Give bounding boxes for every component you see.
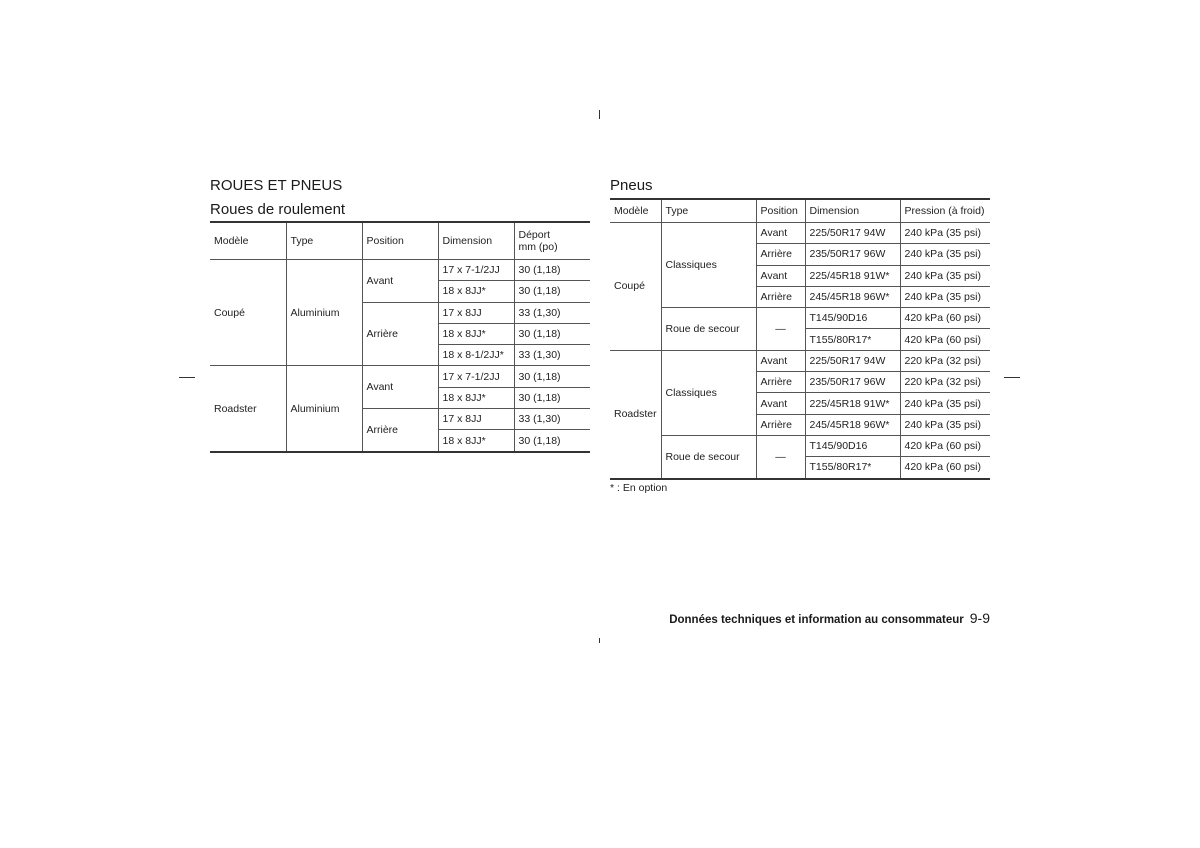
dimension-cell: T145/90D16 bbox=[805, 308, 900, 329]
offset-cell: 30 (1,18) bbox=[514, 281, 590, 302]
model-cell: Coupé bbox=[210, 260, 286, 366]
table-row bbox=[210, 366, 590, 387]
page-footer bbox=[669, 610, 990, 626]
header-model: Modèle bbox=[610, 199, 661, 223]
pressure-cell: 220 kPa (32 psi) bbox=[900, 350, 990, 371]
header-offset bbox=[514, 222, 590, 260]
position-cell: Avant bbox=[756, 393, 805, 414]
dimension-cell: T155/80R17* bbox=[805, 329, 900, 350]
pressure-cell: 240 kPa (35 psi) bbox=[900, 265, 990, 286]
position-cell: Avant bbox=[756, 350, 805, 371]
tires-subtitle: Pneus bbox=[610, 177, 653, 194]
header-position: Position bbox=[756, 199, 805, 223]
dimension-cell: 17 x 8JJ bbox=[438, 302, 514, 323]
type-cell: Roue de secour bbox=[661, 435, 756, 478]
pressure-cell: 420 kPa (60 psi) bbox=[900, 329, 990, 350]
crop-mark-bottom bbox=[599, 638, 600, 643]
dimension-cell: 17 x 7-1/2JJ bbox=[438, 260, 514, 281]
pressure-cell: 420 kPa (60 psi) bbox=[900, 308, 990, 329]
table-header-row bbox=[610, 199, 990, 223]
dimension-cell: T155/80R17* bbox=[805, 457, 900, 479]
position-cell: — bbox=[756, 308, 805, 351]
footnote: * : En option bbox=[610, 482, 668, 494]
position-cell: Arrière bbox=[362, 302, 438, 366]
crop-mark-left bbox=[179, 377, 195, 378]
offset-cell: 30 (1,18) bbox=[514, 366, 590, 387]
footer-title: Données techniques et information au consommateur bbox=[669, 614, 964, 626]
header-position: Position bbox=[362, 222, 438, 260]
offset-cell: 33 (1,30) bbox=[514, 345, 590, 366]
dimension-cell: 17 x 7-1/2JJ bbox=[438, 366, 514, 387]
offset-cell: 30 (1,18) bbox=[514, 430, 590, 452]
type-cell: Roue de secour bbox=[661, 308, 756, 351]
table-row bbox=[610, 435, 990, 456]
dimension-cell: 225/45R18 91W* bbox=[805, 393, 900, 414]
dimension-cell: 225/50R17 94W bbox=[805, 223, 900, 244]
tires-table bbox=[610, 198, 990, 480]
pressure-cell: 240 kPa (35 psi) bbox=[900, 414, 990, 435]
header-dimension: Dimension bbox=[438, 222, 514, 260]
table-header-row bbox=[210, 222, 590, 260]
table-row bbox=[610, 308, 990, 329]
header-offset-line2: mm (po) bbox=[518, 241, 558, 253]
type-cell: Aluminium bbox=[286, 366, 362, 452]
offset-cell: 33 (1,30) bbox=[514, 409, 590, 430]
position-cell: Arrière bbox=[756, 372, 805, 393]
position-cell: Avant bbox=[756, 265, 805, 286]
header-dimension: Dimension bbox=[805, 199, 900, 223]
position-cell: Arrière bbox=[756, 414, 805, 435]
table-row bbox=[210, 260, 590, 281]
dimension-cell: 225/45R18 91W* bbox=[805, 265, 900, 286]
wheels-subtitle: Roues de roulement bbox=[210, 201, 346, 218]
offset-cell: 30 (1,18) bbox=[514, 387, 590, 408]
pressure-cell: 240 kPa (35 psi) bbox=[900, 393, 990, 414]
position-cell: — bbox=[756, 435, 805, 478]
type-cell: Classiques bbox=[661, 350, 756, 435]
dimension-cell: 18 x 8JJ* bbox=[438, 323, 514, 344]
offset-cell: 33 (1,30) bbox=[514, 302, 590, 323]
dimension-cell: 18 x 8JJ* bbox=[438, 387, 514, 408]
header-type: Type bbox=[286, 222, 362, 260]
pressure-cell: 220 kPa (32 psi) bbox=[900, 372, 990, 393]
position-cell: Arrière bbox=[362, 409, 438, 452]
section-title: ROUES ET PNEUS bbox=[210, 177, 343, 194]
crop-mark-top bbox=[599, 110, 600, 119]
dimension-cell: 225/50R17 94W bbox=[805, 350, 900, 371]
offset-cell: 30 (1,18) bbox=[514, 260, 590, 281]
dimension-cell: 18 x 8JJ* bbox=[438, 281, 514, 302]
type-cell: Aluminium bbox=[286, 260, 362, 366]
pressure-cell: 240 kPa (35 psi) bbox=[900, 286, 990, 307]
position-cell: Avant bbox=[756, 223, 805, 244]
pressure-cell: 240 kPa (35 psi) bbox=[900, 223, 990, 244]
dimension-cell: 245/45R18 96W* bbox=[805, 286, 900, 307]
position-cell: Arrière bbox=[756, 244, 805, 265]
pressure-cell: 240 kPa (35 psi) bbox=[900, 244, 990, 265]
dimension-cell: 18 x 8JJ* bbox=[438, 430, 514, 452]
table-row bbox=[610, 223, 990, 244]
header-type: Type bbox=[661, 199, 756, 223]
dimension-cell: 18 x 8-1/2JJ* bbox=[438, 345, 514, 366]
position-cell: Avant bbox=[362, 260, 438, 303]
table-row bbox=[610, 350, 990, 371]
wheels-table bbox=[210, 221, 590, 453]
pressure-cell: 420 kPa (60 psi) bbox=[900, 435, 990, 456]
model-cell: Coupé bbox=[610, 223, 661, 351]
header-offset-line1: Déport bbox=[518, 229, 551, 241]
dimension-cell: 245/45R18 96W* bbox=[805, 414, 900, 435]
crop-mark-right bbox=[1004, 377, 1020, 378]
position-cell: Arrière bbox=[756, 286, 805, 307]
type-cell: Classiques bbox=[661, 223, 756, 308]
position-cell: Avant bbox=[362, 366, 438, 409]
pressure-cell: 420 kPa (60 psi) bbox=[900, 457, 990, 479]
header-pressure: Pression (à froid) bbox=[900, 199, 990, 223]
model-cell: Roadster bbox=[210, 366, 286, 452]
dimension-cell: 235/50R17 96W bbox=[805, 244, 900, 265]
dimension-cell: 17 x 8JJ bbox=[438, 409, 514, 430]
dimension-cell: T145/90D16 bbox=[805, 435, 900, 456]
page-number: 9-9 bbox=[969, 610, 990, 626]
model-cell: Roadster bbox=[610, 350, 661, 478]
offset-cell: 30 (1,18) bbox=[514, 323, 590, 344]
dimension-cell: 235/50R17 96W bbox=[805, 372, 900, 393]
header-model: Modèle bbox=[210, 222, 286, 260]
